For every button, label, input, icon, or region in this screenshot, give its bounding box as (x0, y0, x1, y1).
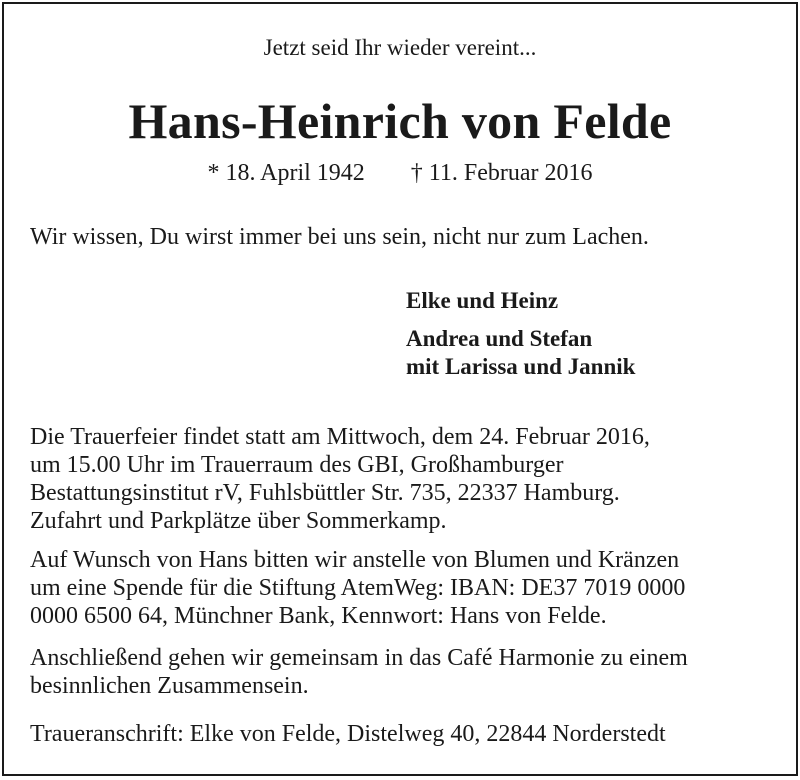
paragraph-line: besinnlichen Zusammensein. (30, 673, 309, 699)
deceased-name: Hans-Heinrich von Felde (128, 93, 672, 149)
ceremony-paragraph (30, 423, 650, 535)
mourner-line: Andrea und Stefan (406, 326, 593, 351)
life-dates (4, 160, 796, 187)
paragraph-line: Anschließend gehen wir gemeinsam in das Café Harmonie zu einem (30, 645, 688, 671)
paragraph-line: Die Trauerfeier findet statt am Mittwoch, dem 24. Februar 2016, (30, 424, 650, 450)
paragraph-line: um eine Spende für die Stiftung AtemWeg: IBAN: DE37 7019 0000 (30, 575, 686, 601)
intro-line: Jetzt seid Ihr wieder vereint... (263, 35, 537, 60)
mourners-list (406, 287, 635, 381)
paragraph-line: um 15.00 Uhr im Trauerraum des GBI, Großhamburger (30, 452, 564, 478)
memorial-quote: Wir wissen, Du wirst immer bei uns sein, nicht nur zum Lachen. (30, 224, 649, 250)
death-date: † 11. Februar 2016 (410, 160, 593, 186)
donation-paragraph (30, 546, 685, 630)
obituary-notice (2, 2, 798, 776)
mourner-line: mit Larissa und Jannik (406, 354, 636, 379)
mourning-address: Traueranschrift: Elke von Felde, Distelweg 40, 22844 Norderstedt (30, 721, 666, 747)
paragraph-line: Zufahrt und Parkplätze über Sommerkamp. (30, 508, 447, 534)
mourner-line: Elke und Heinz (406, 288, 559, 313)
paragraph-line: Auf Wunsch von Hans bitten wir anstelle von Blumen und Kränzen (30, 547, 680, 573)
gathering-paragraph (30, 644, 688, 700)
paragraph-line: 0000 6500 64, Münchner Bank, Kennwort: Hans von Felde. (30, 603, 607, 629)
birth-date: * 18. April 1942 (207, 160, 365, 186)
paragraph-line: Bestattungsinstitut rV, Fuhlsbüttler Str. 735, 22337 Hamburg. (30, 480, 620, 506)
